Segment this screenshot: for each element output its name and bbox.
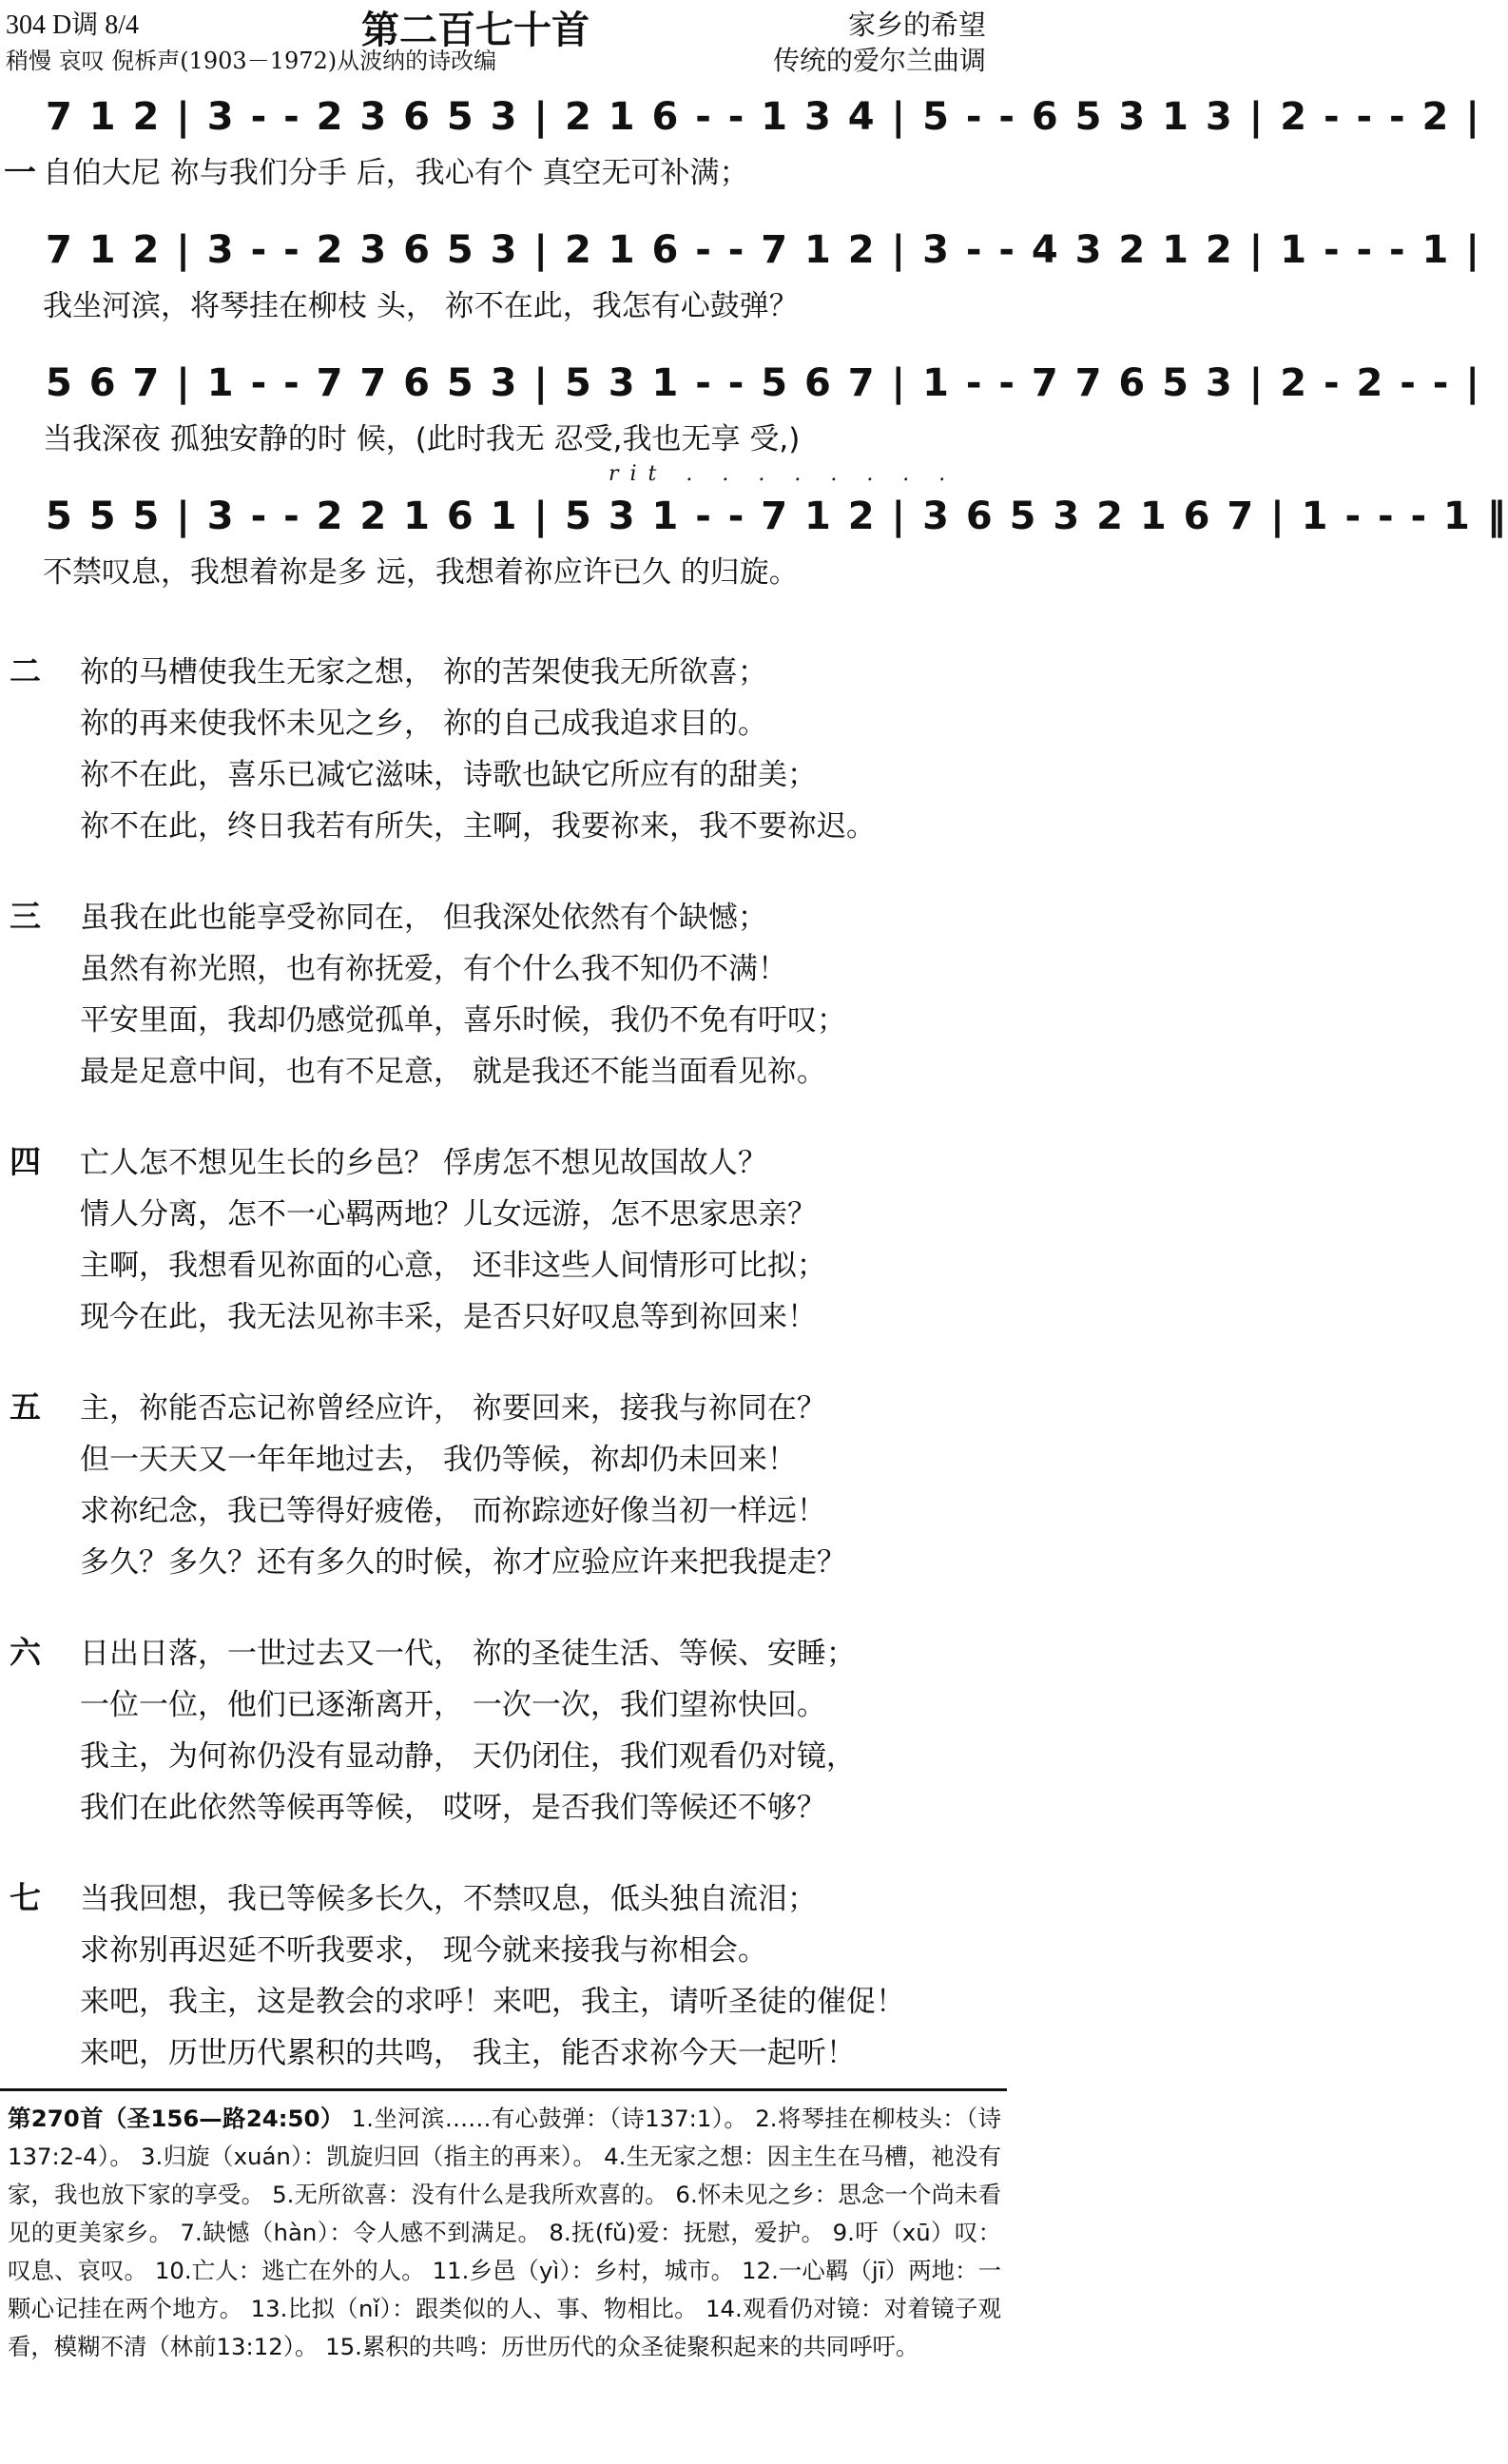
notation-line: 5 5 5 | 3 - - 2 2 1 6 1 | 5 3 1 - - 7 1 2 | 3 6 5 3 2 1 6 7 | 1 - - - 1 ‖ [46,495,1508,538]
verses-section [0,647,1007,2119]
verse-number: 三 [10,898,41,935]
verse-7 [0,1873,1007,2079]
score-line-2 [0,219,1481,352]
verse-line: 虽我在此也能享受祢同在， 但我深处依然有个缺憾； [80,901,767,935]
lyric-line: 当我深夜 孤独安静的时 候，(此时我无 忍受,我也无享 受,) [43,422,801,456]
verse-line: 来吧，我主，这是教会的求呼！来吧，我主，请听圣徒的催促！ [80,1985,905,2019]
verse-line: 祢的马槽使我生无家之想， 祢的苦架使我无所欲喜； [80,655,767,689]
verse-number: 一 [4,154,36,192]
verse-number: 四 [10,1143,41,1180]
hymn-theme: 家乡的希望 [847,9,986,41]
music-score [0,86,1508,618]
footnotes [8,2100,1001,2366]
verse-line: 情人分离，怎不一心羁两地？儿女远游，怎不思家思亲？ [80,1197,817,1232]
verse-3 [0,892,1007,1097]
lyric-line: 不禁叹息，我想着祢是多 远，我想着祢应许已久 的归旋。 [43,555,799,590]
verse-line: 日出日落，一世过去又一代， 祢的圣徒生活、等候、安睡； [80,1637,856,1671]
verse-line: 求祢纪念，我已等得好疲倦， 而祢踪迹好像当初一样远！ [80,1494,826,1528]
verse-line: 我主，为何祢仍没有显动静， 天仍闭住，我们观看仍对镜， [80,1739,856,1774]
footnotes-text: 1.坐河滨……有心鼓弹：（诗137:1）。 2.将琴挂在柳枝头：（诗137:2-4）。 3.归旋（xuán）：凯旋归回（指主的再来）。 4.生无家之想：因主生在马槽，祂没有家，我也放下家的享受。 5.无所欲喜：没有什么是我所欢喜的。 6.怀未见之乡：思念一个尚未看见的更美家乡。 7.缺憾（hàn）：令人感不到满足。 8.抚(fǔ)爱：抚慰，爱护。 9.吁（xū）叹：叹息、哀叹。 10.亡人：逃亡在外的人。 11.乡邑（yì）：乡村，城市。 12.一心羁（jī）两地：一颗心记挂在两个地方。 13.比拟（nǐ）：跟类似的人、事、物相比。 14.观看仍对镜：对着镜子观看，模糊不清（林前13:12）。 15.累积的共鸣：历世历代的众圣徒聚积起来的共同呼吁。 [8,2105,1001,2360]
verse-number: 七 [10,1879,41,1916]
hymn-title: 第二百七十首 [361,9,590,52]
verse-line: 当我回想，我已等候多长久，不禁叹息，低头独自流泪； [80,1882,817,1916]
verse-4 [0,1137,1007,1343]
verse-line: 主，祢能否忘记祢曾经应许， 祢要回来，接我与祢同在？ [80,1391,826,1426]
notation-line: 5 6 7 | 1 - - 7 7 6 5 3 | 5 3 1 - - 5 6 7 | 1 - - 7 7 6 5 3 | 2 - 2 - - | [46,361,1481,405]
score-line-4 [0,462,1508,618]
lyric-line: 自伯大尼 祢与我们分手 后，我心有个 真空无可补满； [43,156,749,190]
verse-line: 祢的再来使我怀未见之乡， 祢的自己成我追求目的。 [80,707,767,741]
notation-line: 7 1 2 | 3 - - 2 3 6 5 3 | 2 1 6 - - 1 3 4 | 5 - - 6 5 3 1 3 | 2 - - - 2 | [46,95,1481,139]
lyric-line: 我坐河滨，将琴挂在柳枝 头， 祢不在此，我怎有心鼓弹？ [43,289,799,323]
verse-number: 五 [10,1388,41,1426]
verse-2 [0,647,1007,852]
verse-line: 多久？多久？还有多久的时候，祢才应验应许来把我提走？ [80,1545,846,1580]
footnote-divider [0,2088,1007,2091]
page-number: 304 [6,10,46,40]
verse-line: 虽然有祢光照，也有祢抚爱，有个什么我不知仍不满！ [80,952,787,986]
page-header [0,0,1007,76]
verse-line: 一位一位，他们已逐渐离开， 一次一次，我们望祢快回。 [80,1688,826,1722]
verse-line: 祢不在此，终日我若有所失，主啊，我要祢来，我不要祢迟。 [80,809,876,844]
verse-number: 六 [10,1634,41,1671]
notation-line: 7 1 2 | 3 - - 2 3 6 5 3 | 2 1 6 - - 7 1 2 | 3 - - 4 3 2 1 2 | 1 - - - 1 | [46,228,1481,272]
verse-line: 最是足意中间，也有不足意， 就是我还不能当面看见祢。 [80,1055,826,1089]
ritardando-marking: rit . . . . . . . . [609,462,957,486]
page-info [6,4,139,42]
verse-5 [0,1383,1007,1588]
verse-line: 我们在此依然等候再等候， 哎呀，是否我们等候还不够？ [80,1791,826,1825]
time-signature: 8/4 [105,10,140,40]
verse-line: 求祢别再迟延不听我要求， 现今就来接我与祢相会。 [80,1933,767,1968]
verse-line: 平安里面，我却仍感觉孤单，喜乐时候，我仍不免有吁叹； [80,1003,846,1038]
key-signature: D调 [52,10,99,40]
verse-line: 现今在此，我无法见祢丰采，是否只好叹息等到祢回来！ [80,1300,817,1334]
verse-number: 二 [10,652,41,689]
tune-name: 传统的爱尔兰曲调 [772,45,986,76]
verse-line: 但一天天又一年年地过去， 我仍等候，祢却仍未回来！ [80,1443,797,1477]
verse-line: 主啊，我想看见祢面的心意， 还非这些人间情形可比拟； [80,1249,826,1283]
verse-line: 祢不在此，喜乐已减它滋味，诗歌也缺它所应有的甜美； [80,758,817,792]
verse-line: 来吧，历世历代累积的共鸣， 我主，能否求祢今天一起听！ [80,2036,856,2070]
verse-line: 亡人怎不想见生长的乡邑？ 俘虏怎不想见故国故人？ [80,1146,767,1180]
verse-6 [0,1628,1007,1833]
footnotes-title: 第270首（圣156—路24:50） [8,2105,344,2132]
score-line-1 [0,86,1481,219]
author-line: 稍慢 哀叹 倪柝声(1903－1972)从波纳的诗改编 [6,48,497,74]
